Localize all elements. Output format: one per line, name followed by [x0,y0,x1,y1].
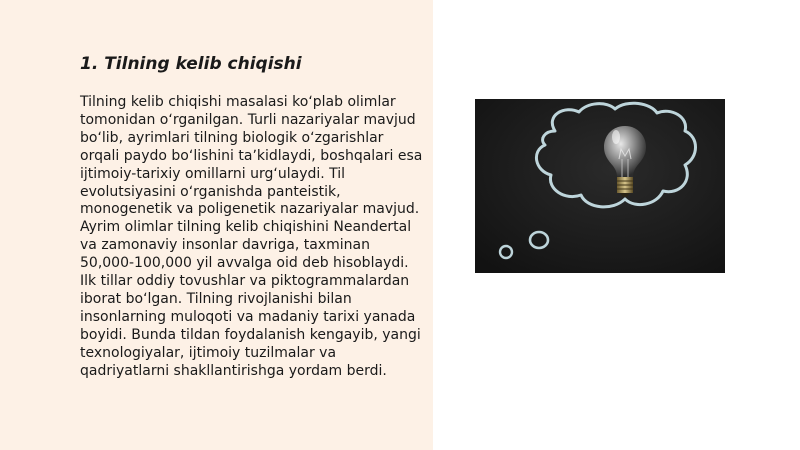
slide-title: 1. Tilning kelib chiqishi [80,54,302,74]
lightbulb-thought-bubble-image [475,99,725,273]
chalkboard-background [475,99,725,273]
slide-body-text: Tilning kelib chiqishi masalasi koʻplab olimlar tomonidan oʻrganilgan. Turli nazariyalar mavjud boʻlib, ayrimlari tilning biologik oʻzgarishlar orqali paydo boʻlishini taʼkidlaydi, boshqalari esa ijtimoiy-tarixiy omillarni urgʻulaydi. Til evolutsiyasini oʻrganishda panteistik, monogenetik va poligenetik nazariyalar mavjud. Ayrim olimlar tilning kelib chiqishini Neandertal va zamonaviy insonlar davriga, taxminan 50,000-100,000 yil avvalga oid deb hisoblaydi. Ilk tillar oddiy tovushlar va piktogrammalardan iborat boʻlgan. Tilning rivojlanishi bilan insonlarning muloqoti va madaniy tarixi yanada boyidi. Bunda tildan foydalanish kengayib, yangi texnologiyalar, ijtimoiy tuzilmalar va qadriyatlarni shakllantirishga yordam berdi. [80,94,423,379]
